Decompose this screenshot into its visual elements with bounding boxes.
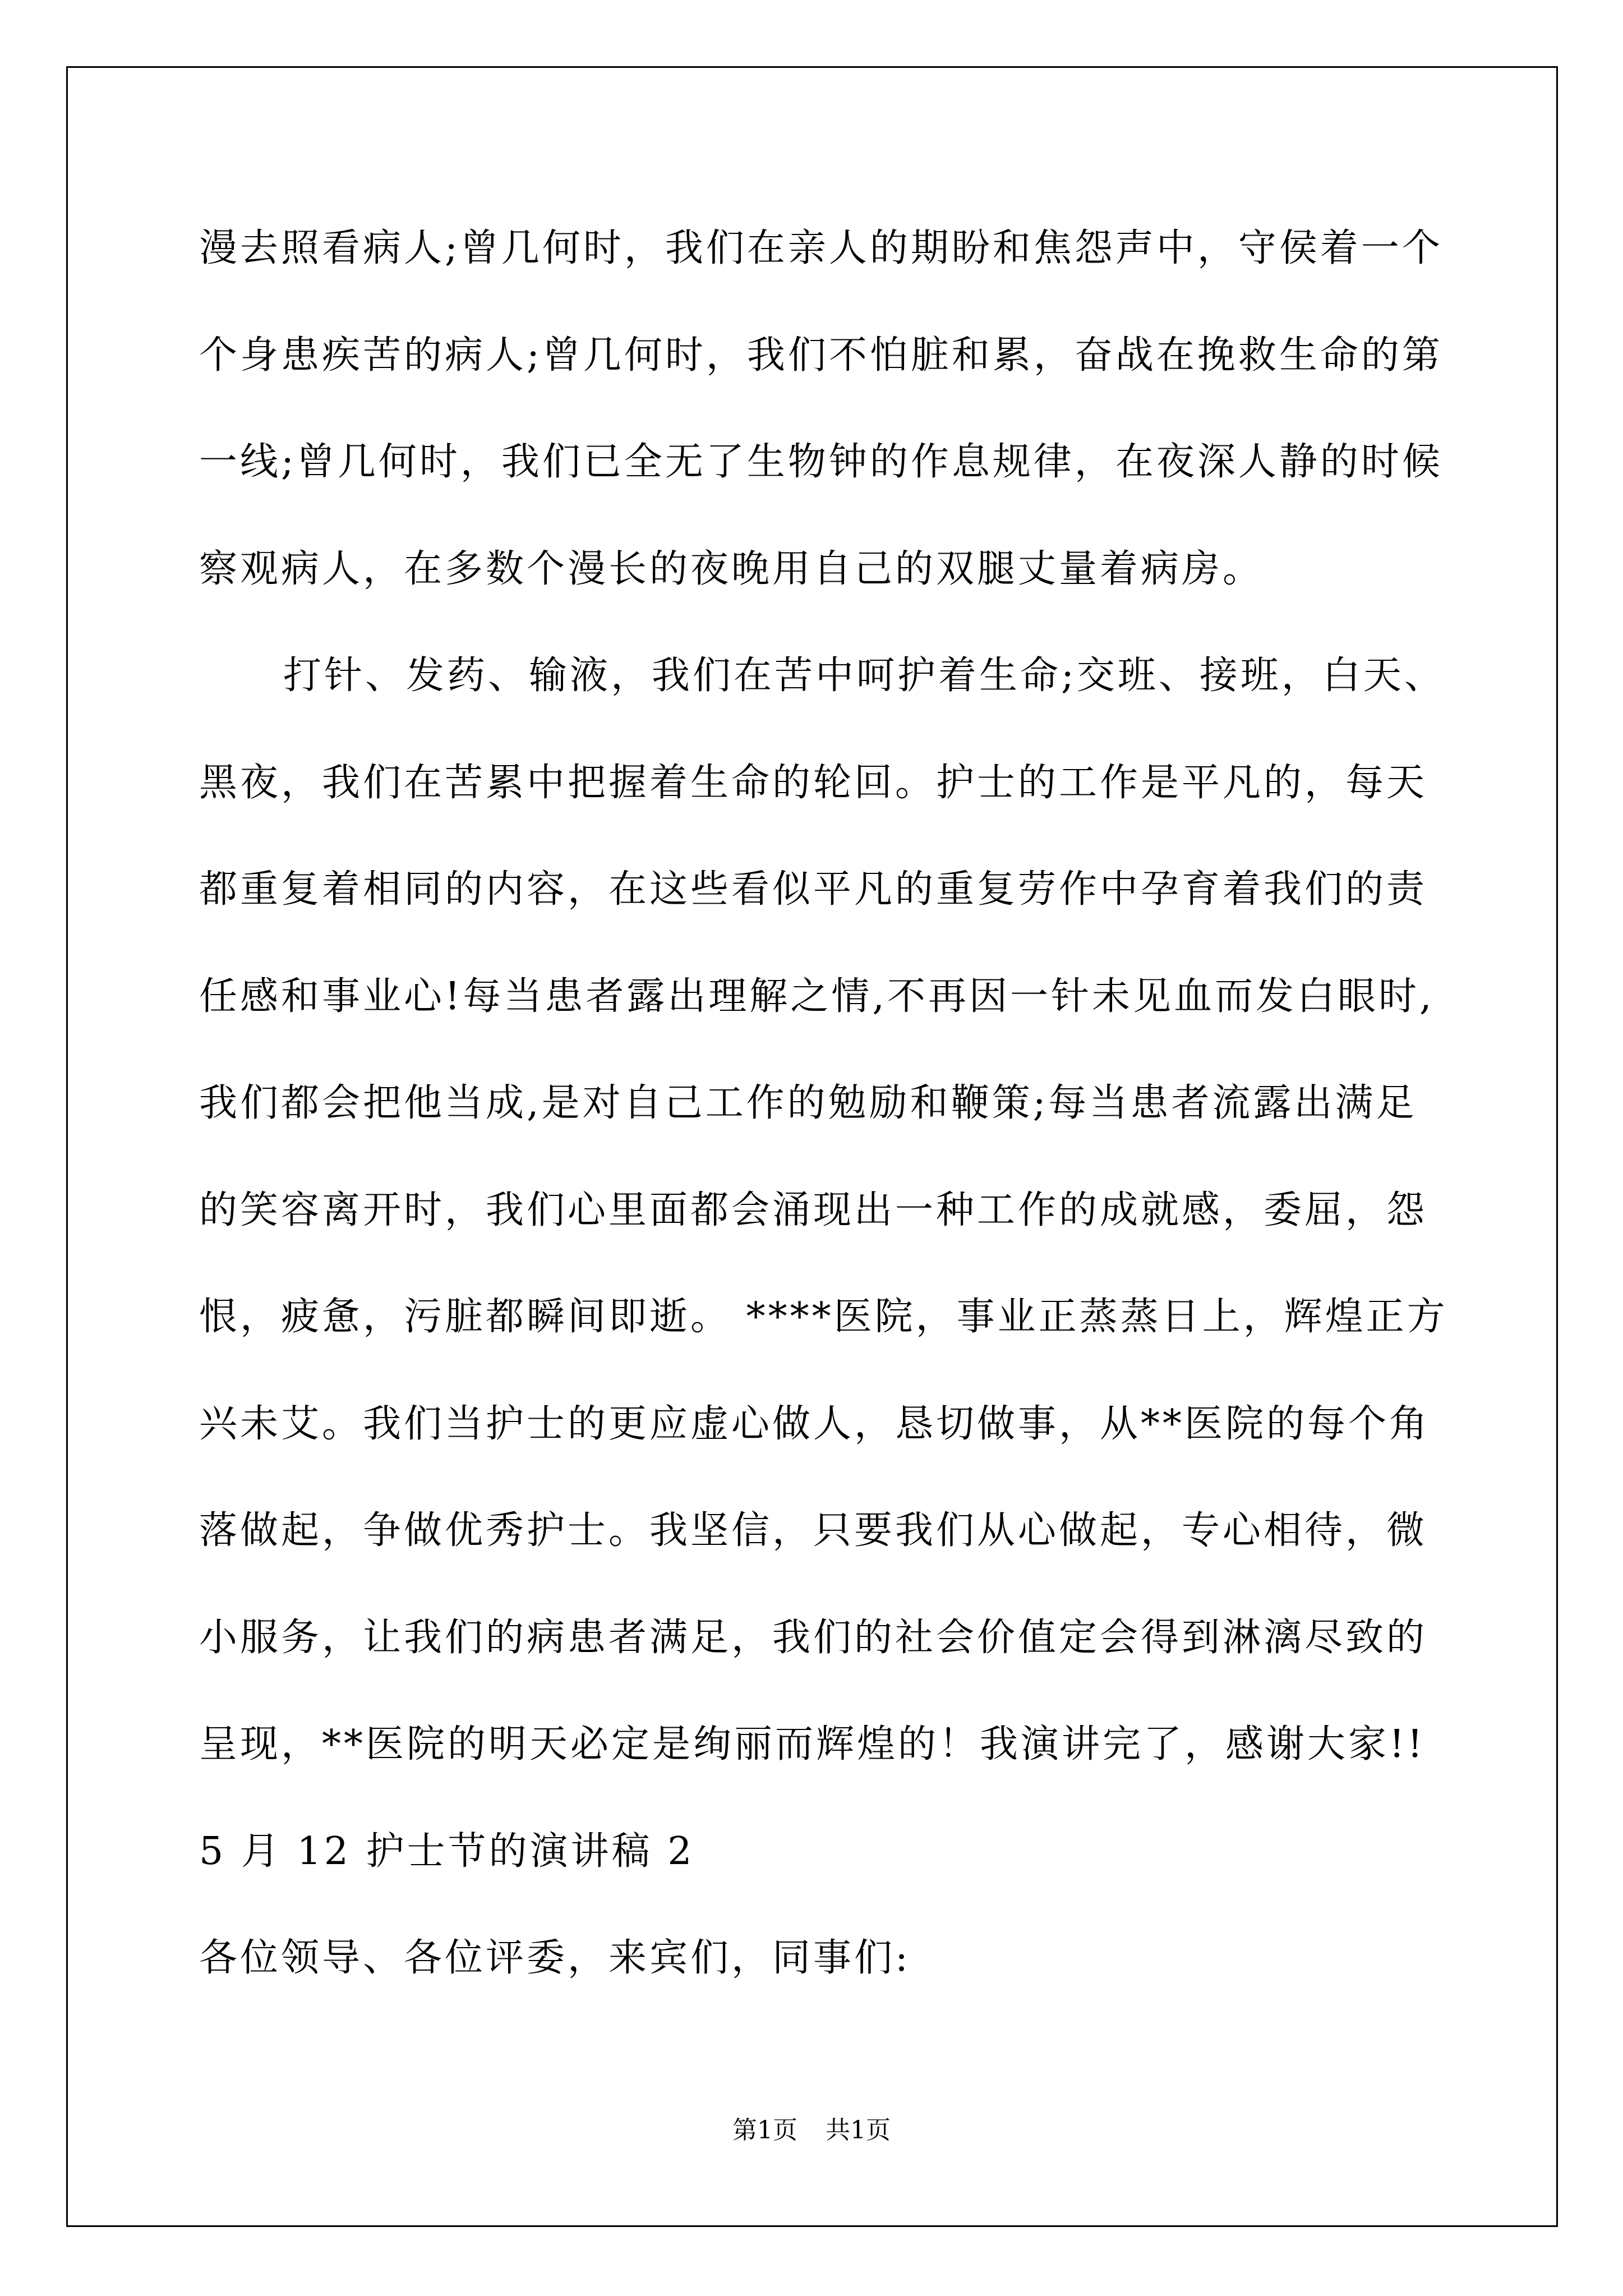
text-line-2: 个身患疾苦的病人;曾几何时，我们不怕脏和累，奋战在挽救生命的第 xyxy=(199,333,1443,378)
document-body xyxy=(199,218,1448,2035)
text-line-12: 兴未艾。我们当护士的更应虚心做人，恳切做事，从**医院的每个角 xyxy=(199,1401,1431,1446)
text-line-6: 黑夜，我们在苦累中把握着生命的轮回。护士的工作是平凡的，每天 xyxy=(199,760,1428,805)
text-line-3: 一线;曾几何时，我们已全无了生物钟的作息规律，在夜深人静的时候 xyxy=(199,440,1443,484)
text-line-8: 任感和事业心!每当患者露出理解之情,不再因一针未见血而发白眼时, xyxy=(199,974,1435,1019)
text-line-1: 漫去照看病人;曾几何时，我们在亲人的期盼和焦怨声中，守侯着一个 xyxy=(199,226,1443,270)
text-line-15: 呈现，**医院的明天必定是绚丽而辉煌的！我演讲完了，感谢大家!! xyxy=(199,1722,1426,1766)
text-line-14: 小服务，让我们的病患者满足，我们的社会价值定会得到淋漓尽致的 xyxy=(199,1615,1428,1660)
text-line-13: 落做起，争做优秀护士。我坚信，只要我们从心做起，专心相待，微 xyxy=(199,1508,1428,1553)
text-line-7: 都重复着相同的内容，在这些看似平凡的重复劳作中孕育着我们的责 xyxy=(199,867,1428,912)
page-total: 共1页 xyxy=(826,2116,891,2145)
text-line-5: 打针、发药、输液，我们在苦中呵护着生命;交班、接班，白天、 xyxy=(283,654,1445,698)
page-number: 第1页 xyxy=(732,2116,797,2145)
page-footer xyxy=(0,2114,1623,2147)
text-line-4: 察观病人，在多数个漫长的夜晚用自己的双腿丈量着病房。 xyxy=(199,546,1264,591)
text-line-11: 恨，疲惫，污脏都瞬间即逝。 ****医院，事业正蒸蒸日上，辉煌正方 xyxy=(199,1295,1448,1339)
text-line-9: 我们都会把他当成,是对自己工作的勉励和鞭策;每当患者流露出满足 xyxy=(199,1081,1417,1125)
salutation-line: 各位领导、各位评委，来宾们，同事们: xyxy=(199,1936,911,1980)
text-line-10: 的笑容离开时，我们心里面都会涌现出一种工作的成就感，委屈，怨 xyxy=(199,1188,1428,1232)
section-heading: 5 月 12 护士节的演讲稿 2 xyxy=(199,1829,695,1874)
